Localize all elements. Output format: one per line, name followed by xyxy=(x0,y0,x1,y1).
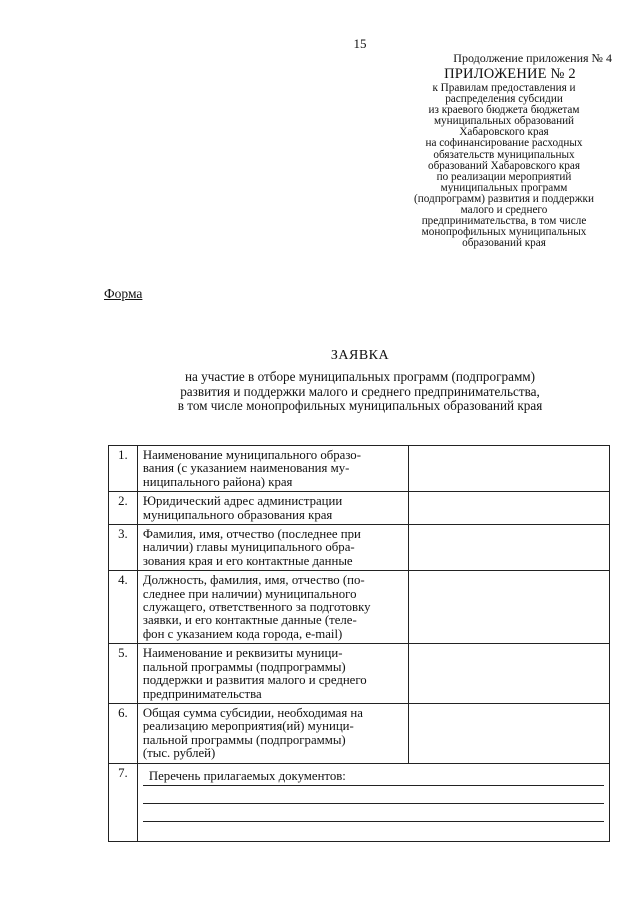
row-label-line: Должность, фамилия, имя, отчество (по- xyxy=(142,573,365,588)
appendix-subtitle-line: предпринимательства, в том числе xyxy=(421,215,587,228)
row-label xyxy=(137,446,408,492)
row-label-line: вания (с указанием наименования му- xyxy=(142,461,350,476)
row-label-line: наличии) главы муниципального обра- xyxy=(142,540,355,555)
row-label-line: ниципального района) края xyxy=(142,474,293,489)
document-entry-line[interactable] xyxy=(143,804,604,822)
row-label-line: служащего, ответственного за подготовку xyxy=(142,600,371,615)
appendix-subtitle xyxy=(392,83,616,249)
appendix-title: ПРИЛОЖЕНИЕ № 2 xyxy=(444,66,576,82)
document-subtitle-line: на участие в отборе муниципальных программ (подпрограмм) xyxy=(184,369,536,384)
row-number: 4. xyxy=(109,571,138,644)
appendix-subtitle-line: муниципальных образований xyxy=(433,115,575,128)
row-value-field[interactable] xyxy=(409,525,610,571)
appendix-subtitle-line: Хабаровского края xyxy=(459,126,549,139)
row-label-line: поддержки и развития малого и среднего xyxy=(142,673,367,688)
row-label-line: Юридический адрес администрации xyxy=(142,494,343,509)
appendix-subtitle-line: (подпрограмм) развития и поддержки xyxy=(414,192,594,205)
document-subtitle xyxy=(130,370,590,414)
row-number: 6. xyxy=(109,703,138,763)
row-label-line: реализацию мероприятия(ий) муници- xyxy=(142,719,354,734)
document-entry-line[interactable] xyxy=(143,822,604,839)
row-label-line: Наименование и реквизиты муници- xyxy=(142,646,343,661)
row-number: 7. xyxy=(109,763,138,841)
row-label xyxy=(137,644,408,704)
continuation-note: Продолжение приложения № 4 xyxy=(453,51,612,65)
row-label xyxy=(137,525,408,571)
row-value-field[interactable] xyxy=(409,571,610,644)
row-label-line: следнее при наличии) муниципального xyxy=(142,586,357,601)
row-label-line: фон с указанием кода города, e-mail) xyxy=(142,626,343,641)
row-number: 1. xyxy=(109,446,138,492)
row-value-field[interactable] xyxy=(409,644,610,704)
row-label-line: зования края и его контактные данные xyxy=(142,553,353,568)
row-label-line: Общая сумма субсидии, необходимая на xyxy=(142,705,363,720)
row-label-line: предпринимательства xyxy=(142,686,262,701)
table-row xyxy=(109,571,610,644)
document-subtitle-line: развития и поддержки малого и среднего предпринимательства, xyxy=(180,383,540,399)
appendix-subtitle-line: монопрофильных муниципальных xyxy=(421,226,587,239)
application-table xyxy=(108,445,610,842)
table-row xyxy=(109,703,610,763)
table-row xyxy=(109,446,610,492)
appendix-subtitle-line: образований Хабаровского края xyxy=(427,159,581,172)
document-entry-line[interactable] xyxy=(143,786,604,804)
row-label xyxy=(137,703,408,763)
appendix-subtitle-line: из краевого бюджета бюджетам xyxy=(428,104,580,117)
row-label-line: заявки, и его контактные данные (теле- xyxy=(142,613,357,628)
row-value-field[interactable] xyxy=(409,446,610,492)
table-row xyxy=(109,644,610,704)
documents-list-cell xyxy=(137,763,609,841)
table-row-documents xyxy=(109,763,610,841)
appendix-subtitle-line: образований края xyxy=(462,237,546,250)
table-row xyxy=(109,525,610,571)
table-row xyxy=(109,492,610,525)
row-label xyxy=(137,492,408,525)
row-label xyxy=(137,571,408,644)
appendix-subtitle-line: на софинансирование расходных xyxy=(425,137,583,150)
appendix-subtitle-line: малого и среднего xyxy=(460,204,548,217)
row-label-line: муниципального образования края xyxy=(142,507,333,522)
row-value-field[interactable] xyxy=(409,703,610,763)
row-label-line: пальной программы (подпрограммы) xyxy=(142,732,346,747)
form-label: Форма xyxy=(104,286,143,301)
row-label-line: (тыс. рублей) xyxy=(142,746,216,761)
row-label-line: Наименование муниципального образо- xyxy=(142,448,361,462)
row-value-field[interactable] xyxy=(409,492,610,525)
document-title: ЗАЯВКА xyxy=(330,348,390,363)
row-label-line: Фамилия, имя, отчество (последнее при xyxy=(142,527,361,542)
appendix-subtitle-line: обязательств муниципальных xyxy=(433,148,575,161)
row-label-line: пальной программы (подпрограммы) xyxy=(142,659,346,674)
appendix-subtitle-line: муниципальных программ xyxy=(440,181,568,194)
document-subtitle-line: в том числе монопрофильных муниципальных образований края xyxy=(177,398,543,413)
appendix-subtitle-line: по реализации мероприятий xyxy=(436,170,572,183)
row-number: 5. xyxy=(109,644,138,704)
appendix-subtitle-line: к Правилам предоставления и xyxy=(432,82,576,94)
page-number: 15 xyxy=(353,36,367,51)
row-number: 2. xyxy=(109,492,138,525)
appendix-subtitle-line: распределения субсидии xyxy=(445,93,563,106)
documents-list-title: Перечень прилагаемых документов: xyxy=(143,767,604,786)
row-number: 3. xyxy=(109,525,138,571)
